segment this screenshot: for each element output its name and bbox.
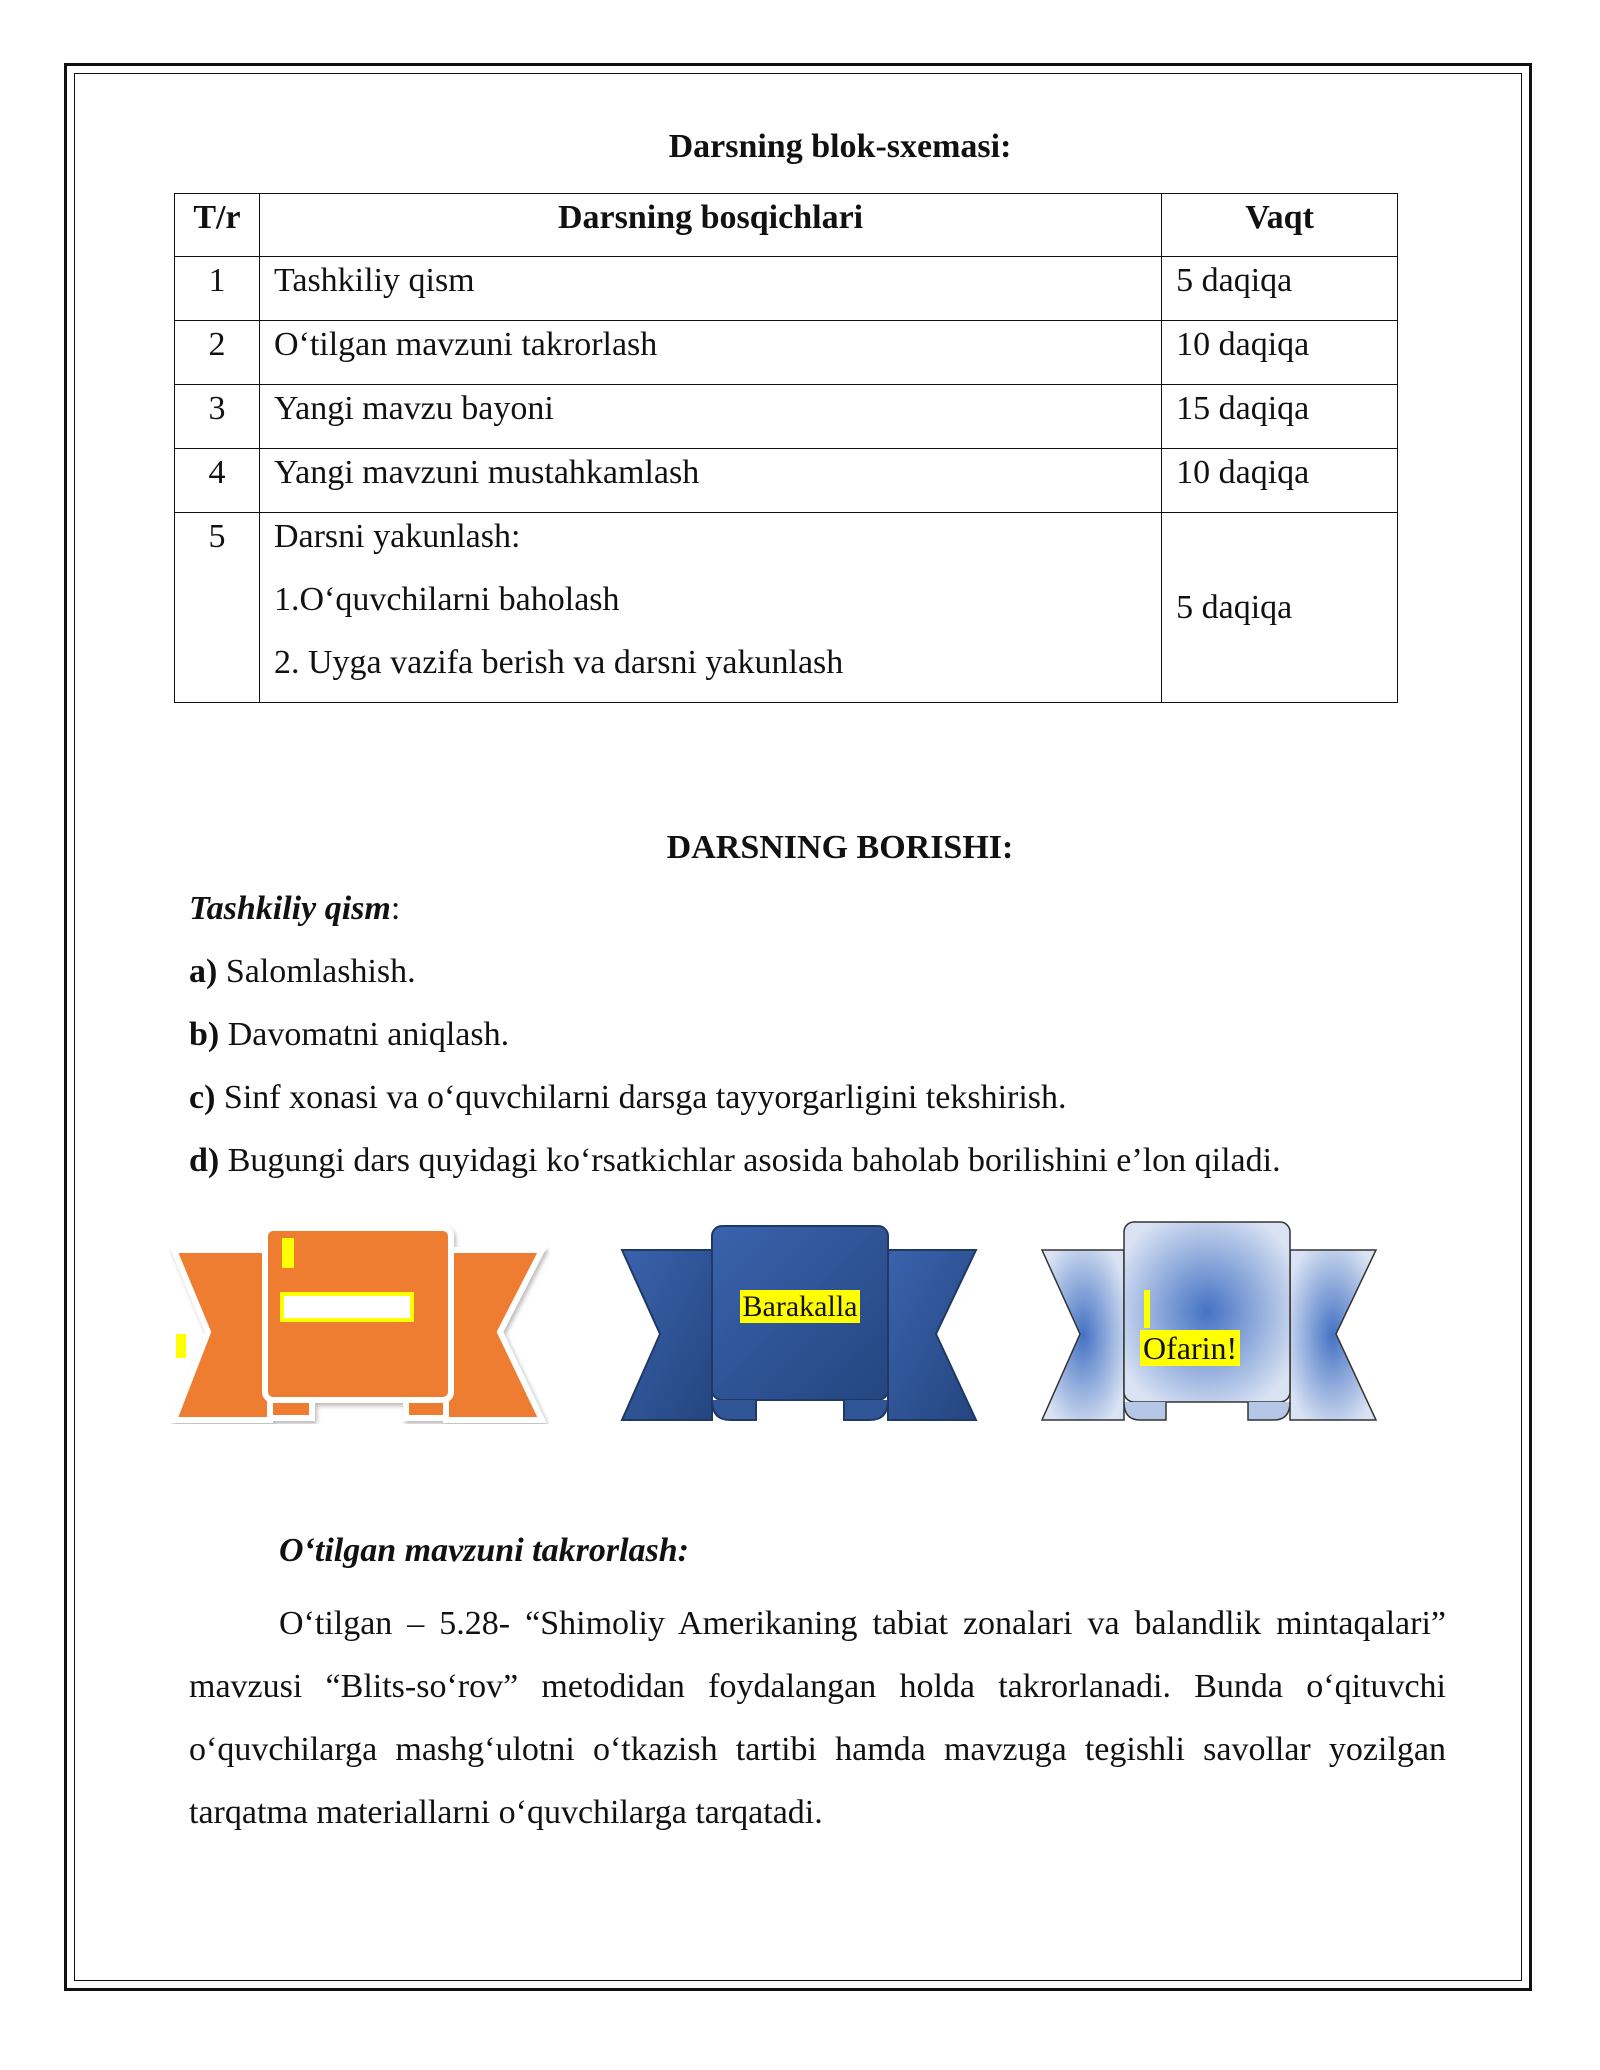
org-part-colon: : — [390, 890, 401, 927]
list-item — [189, 1016, 509, 1054]
row-time: 5 daqiqa — [1162, 257, 1398, 321]
org-part-label: Tashkiliy qism — [189, 890, 391, 927]
item-text: Sinf xonasi va o‘quvchilarni darsga tayyorgarligini tekshirish. — [215, 1079, 1067, 1116]
row-stage: Yangi mavzu bayoni — [259, 385, 1161, 449]
block-scheme-title: Darsning blok-sxemasi: — [668, 128, 1012, 165]
banner-shape — [174, 1228, 542, 1420]
row-number: 1 — [175, 257, 260, 321]
ribbon-banner-blue — [620, 1218, 980, 1424]
item-text: Salomlashish. — [217, 953, 416, 990]
item-label: c) — [189, 1079, 216, 1116]
table-row — [175, 449, 1398, 513]
header-time: Vaqt — [1162, 194, 1398, 257]
row-stage: Yangi mavzuni mustahkamlash — [259, 449, 1161, 513]
item-label: a) — [189, 953, 218, 990]
row-time: 5 daqiqa — [1162, 513, 1398, 703]
table-header-row — [175, 194, 1398, 257]
row-number: 4 — [175, 449, 260, 513]
row-stage: Tashkiliy qism — [259, 257, 1161, 321]
stage-line: 1.O‘quvchilarni baholash — [273, 581, 620, 618]
item-text: Bugungi dars quyidagi ko‘rsatkichlar asosida baholab borilishini e’lon qiladi. — [219, 1142, 1281, 1179]
review-heading-text: O‘tilgan mavzuni takrorlash: — [279, 1532, 689, 1569]
list-item — [189, 1079, 1067, 1117]
stage-line: 2. Uyga vazifa berish va darsni yakunlash — [273, 644, 844, 681]
ribbon-banner-orange — [170, 1222, 550, 1424]
row-stage — [259, 513, 1161, 703]
org-part-heading — [189, 890, 400, 928]
table-row — [175, 513, 1398, 703]
list-item — [189, 1142, 1281, 1180]
item-label: d) — [189, 1142, 220, 1179]
stage-line: Darsni yakunlash: — [273, 518, 521, 555]
row-time: 10 daqiqa — [1162, 321, 1398, 385]
row-number: 3 — [175, 385, 260, 449]
review-heading — [279, 1532, 689, 1570]
lesson-progress-title: DARSNING BORISHI: — [666, 829, 1014, 866]
list-item — [189, 953, 416, 991]
item-text: Davomatni aniqlash. — [219, 1016, 510, 1053]
row-stage: O‘tilgan mavzuni takrorlash — [259, 321, 1161, 385]
table-row — [175, 321, 1398, 385]
banner-label-ofarin: Ofarin! — [1140, 1330, 1240, 1366]
item-label: b) — [189, 1016, 220, 1053]
row-number: 2 — [175, 321, 260, 385]
review-paragraph: O‘tilgan – 5.28- “Shimoliy Amerikaning tabiat zonalari va balandlik mintaqalari” mavzusi “Blits-so‘rov” metodidan foydalangan holda takrorlanadi. Bunda o‘qituvchi o‘quvchilarga mashg‘ulotni o‘tkazish tartibi hamda mavzuga tegishli savollar yozilgan tarqatma materiallarni o‘quvchilarga tarqatadi. — [189, 1605, 1446, 1831]
row-time: 15 daqiqa — [1162, 385, 1398, 449]
header-number: T/r — [175, 194, 260, 257]
lesson-plan-table — [174, 193, 1398, 703]
row-number: 5 — [175, 513, 260, 703]
banner-label-barakalla: Barakalla — [740, 1290, 861, 1323]
table-row — [175, 385, 1398, 449]
row-time: 10 daqiqa — [1162, 449, 1398, 513]
ribbon-banner-lightblue — [1040, 1214, 1380, 1424]
table-row — [175, 257, 1398, 321]
header-stages: Darsning bosqichlari — [259, 194, 1161, 257]
